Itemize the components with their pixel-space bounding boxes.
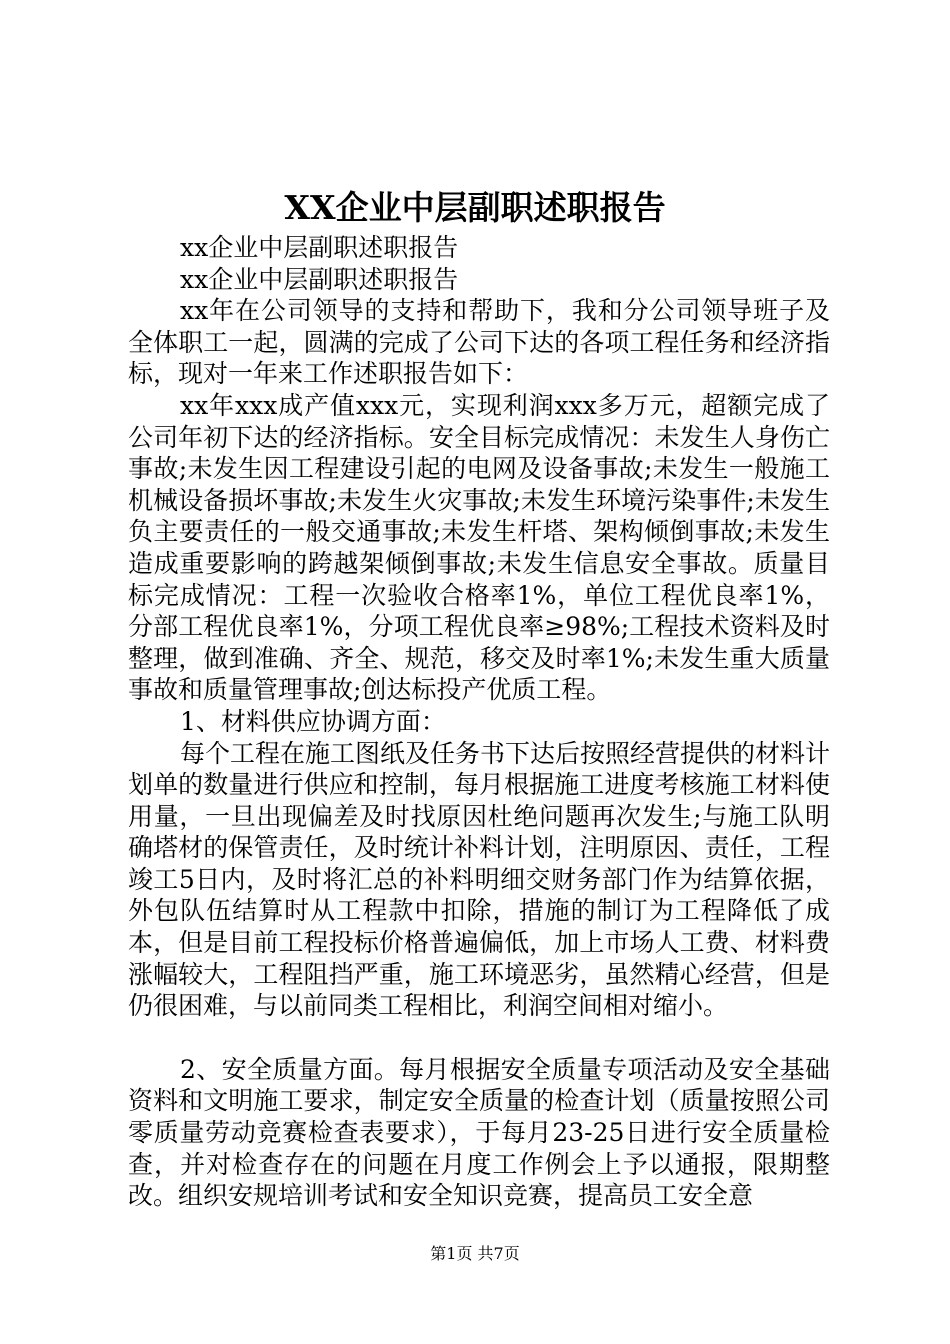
document-title: XX企业中层副职述职报告 [284,188,666,227]
paragraph: xx企业中层副职述职报告 [180,233,459,262]
paragraph: 2、安全质量方面。每月根据安全质量专项活动及安全基础资料和文明施工要求，制定安全质量的检查计划（质量按照公司零质量劳动竞赛检查表要求），于每月23-25日进行安全质量检查，并对检查存在的问题在月度工作例会上予以通报，限期整改。组织安规培训考试和安全知识竞赛，提高员工安全意 [128,1054,830,1211]
document-body [128,232,830,1212]
page-footer: 第1页 共7页 [430,1244,520,1263]
paragraph: xx年xxx成产值xxx元，实现利润xxx多万元，超额完成了公司年初下达的经济指标。安全目标完成情况：未发生人身伤亡事故;未发生因工程建设引起的电网及设备事故;未发生一般施工机械设备损坏事故;未发生火灾事故;未发生环境污染事件;未发生负主要责任的一般交通事故;未发生杆塔、架构倾倒事故;未发生造成重要影响的跨越架倾倒事故;未发生信息安全事故。质量目标完成情况：工程一次验收合格率1%，单位工程优良率1%，分部工程优良率1%，分项工程优良率≥98%;工程技术资料及时整理，做到准确、齐全、规范，移交及时率1%;未发生重大质量事故和质量管理事故;创达标投产优质工程。 [128,390,830,705]
paragraph: xx企业中层副职述职报告 [180,264,459,294]
paragraph: 每个工程在施工图纸及任务书下达后按照经营提供的材料计划单的数量进行供应和控制，每月根据施工进度考核施工材料使用量，一旦出现偏差及时找原因杜绝问题再次发生;与施工队明确塔材的保管责任，及时统计补料计划，注明原因、责任，工程竣工5日内，及时将汇总的补料明细交财务部门作为结算依据，外包队伍结算时从工程款中扣除，措施的制订为工程降低了成本，但是目前工程投标价格普遍偏低，加上市场人工费、材料费涨幅较大，工程阻挡严重，施工环境恶劣，虽然精心经营，但是仍很困难，与以前同类工程相比，利润空间相对缩小。 [128,738,831,1021]
section-heading: 1、材料供应协调方面： [180,706,446,736]
paragraph: xx年在公司领导的支持和帮助下，我和分公司领导班子及全体职工一起，圆满的完成了公司下达的各项工程任务和经济指标，现对一年来工作述职报告如下： [128,296,830,389]
